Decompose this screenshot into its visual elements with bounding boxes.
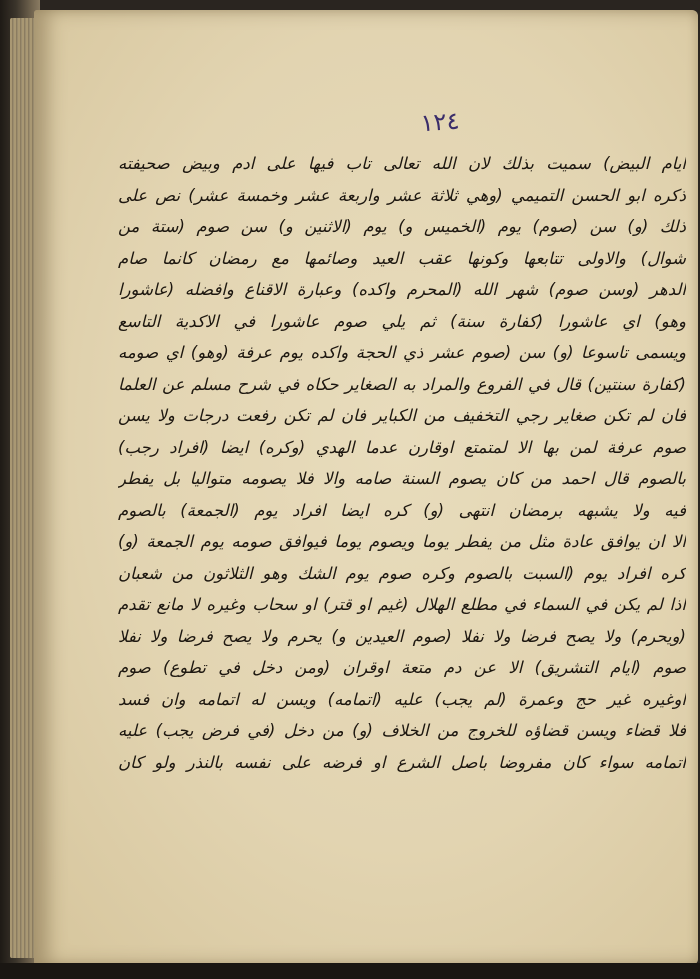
folio-number: ١٢٤: [419, 106, 461, 138]
text-line: الدهر (وسن صوم) شهر الله (المحرم واكده) وعبارة الاقناع وافضله (عاشورا: [118, 280, 686, 299]
text-line: (كفارة سنتين) قال في الفروع والمراد به الصغاير حكاه في شرح مسلم عن العلما: [118, 374, 686, 394]
bottom-shadow: [0, 963, 700, 979]
text-line: الا ان يوافق عادة مثل من يفطر يوما ويصوم يوما فيوافق صومه يوم الجمعة (و): [118, 532, 686, 551]
text-line: (ويحرم) ولا يصح فرضا ولا نفلا (صوم العيدين و) يحرم ولا يصح فرضا ولا نفلا: [118, 626, 686, 646]
text-line: صوم (ايام التشريق) الا عن دم متعة اوقران (ومن دخل في تطوع) صوم: [118, 658, 686, 677]
text-line: كره افراد يوم (السبت بالصوم وكره صوم يوم الشك وهو الثلاثون من شعبان: [118, 563, 686, 583]
text-line: ايام البيض) سميت بذلك لان الله تعالى تاب فيها على ادم وبيض صحيفته: [118, 154, 686, 173]
text-line: ذكره ابو الحسن التميمي (وهي ثلاثة عشر واربعة عشر وخمسة عشر) نص على: [118, 185, 686, 205]
text-line: فلا قضاء ويسن قضاؤه للخروج من الخلاف (و) من دخل (في فرض يجب) عليه: [118, 721, 686, 740]
text-line: صوم عرفة لمن بها الا لمتمتع اوقارن عدما الهدي (وكره) ايضا (افراد رجب): [118, 437, 686, 457]
text-line: اذا لم يكن في السماء في مطلع الهلال (غيم او قتر) او سحاب وغيره لا مانع تقدم: [118, 595, 686, 614]
text-line: ذلك (و) سن (صوم) يوم (الخميس و) يوم (الاثنين و) سن صوم (ستة من: [118, 217, 686, 236]
manuscript-page: [34, 10, 698, 965]
text-line: اوغيره غير حج وعمرة (لم يجب) عليه (اتمامه) ويسن له اتمامه وان فسد: [118, 689, 686, 709]
text-line: فان لم تكن صغاير رجي التخفيف من الكباير فان لم تكن رفعت درجات ولا يسن: [118, 406, 686, 425]
text-line: فيه ولا يشبهه برمضان انتهى (و) كره ايضا افراد يوم (الجمعة) بالصوم: [118, 500, 686, 520]
text-line: بالصوم قال احمد من كان يصوم السنة صامه والا فلا يصومه متواليا بل يفطر: [118, 469, 686, 488]
text-line: ويسمى تاسوعا (و) سن (صوم عشر ذي الحجة واكده يوم عرفة (وهو) اي صومه: [118, 343, 686, 362]
text-line: وهو) اي عاشورا (كفارة سنة) ثم يلي صوم عاشورا في الاكدية التاسع: [118, 311, 686, 331]
text-line: شوال) والاولى تتابعها وكونها عقب العيد وصائمها مع رمضان كانما صام: [118, 248, 686, 268]
text-line: اتمامه سواء كان مفروضا باصل الشرع او فرضه على نفسه بالنذر ولو كان: [118, 752, 686, 772]
text-block: [118, 148, 686, 778]
